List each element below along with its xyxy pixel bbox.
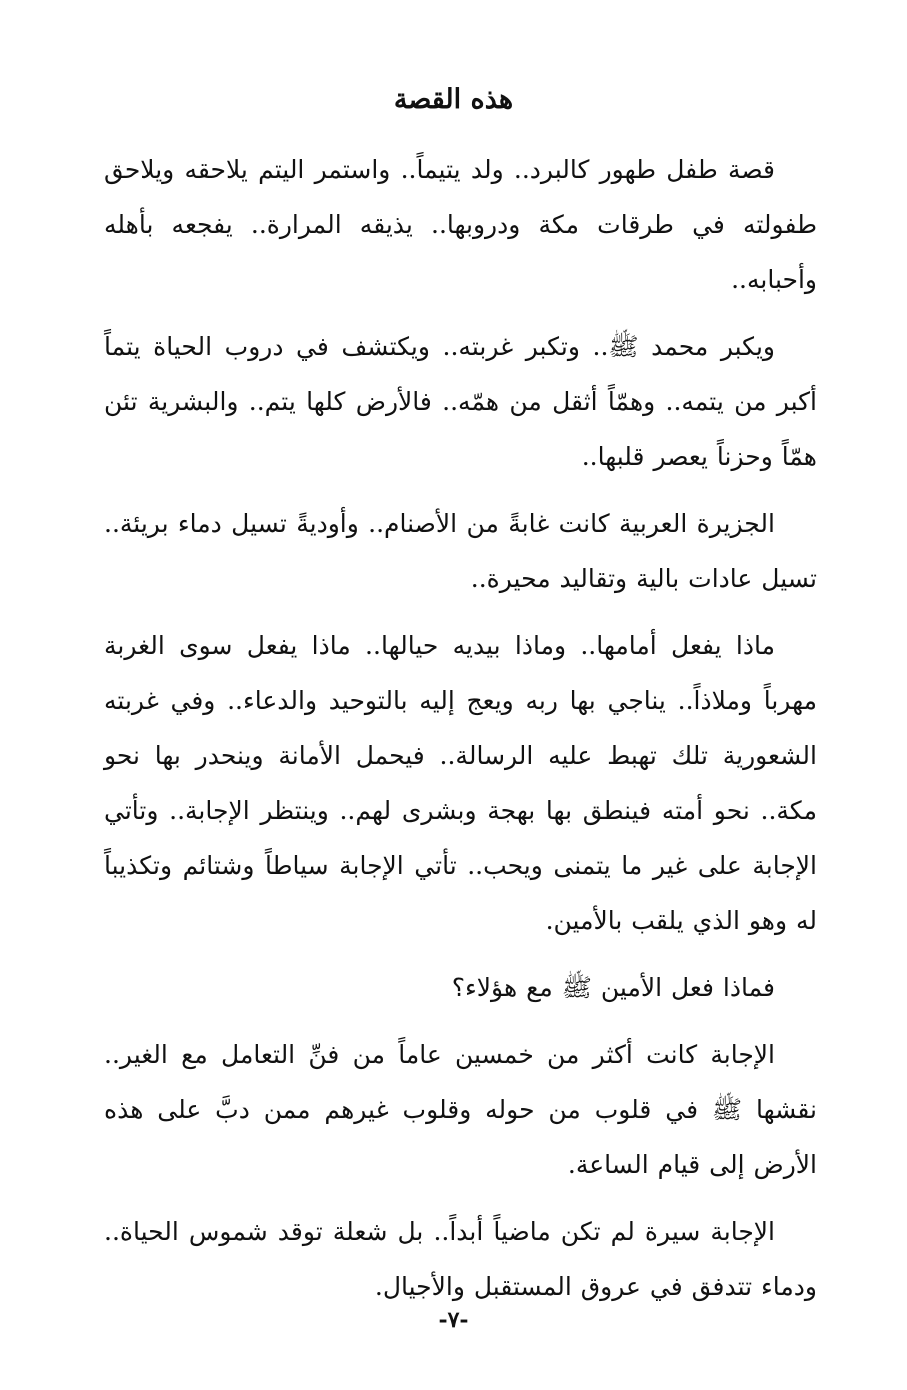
page-title: هذه القصة: [393, 84, 514, 115]
paragraph-7: الإجابة سيرة لم تكن ماضياً أبداً.. بل شعلة توقد شموس الحياة.. ودماء تتدفق في عروق المستقبل والأجيال.: [104, 1217, 817, 1301]
paragraph-2: ويكبر محمد ﷺ.. وتكبر غربته.. ويكتشف في دروب الحياة يتماً أكبر من يتمه.. وهمّاً أثقل من همّه.. فالأرض كلها يتم.. والبشرية تئن همّاً وحزناً يعصر قلبها..: [104, 332, 817, 471]
paragraph-1: قصة طفل طهور كالبرد.. ولد يتيماً.. واستمر اليتم يلاحقه ويلاحق طفولته في طرقات مكة ودروبها.. يذيقه المرارة.. يفجعه بأهله وأحبابه..: [104, 155, 817, 294]
paragraph-4: ماذا يفعل أمامها.. وماذا بيديه حيالها.. ماذا يفعل سوى الغربة مهرباً وملاذاً.. يناجي بها ربه ويعج إليه بالتوحيد والدعاء.. وفي غربته الشعورية تلك تهبط عليه الرسالة.. فيحمل الأمانة وينحدر بها نحو مكة.. نحو أمته فينطق بها بهجة وبشرى لهم.. وينتظر الإجابة.. وتأتي الإجابة على غير ما يتمنى ويحب.. تأتي الإجابة سياطاً وشتائم وتكذيباً له وهو الذي يلقب بالأمين.: [104, 631, 817, 935]
paragraph-6: الإجابة كانت أكثر من خمسين عاماً من فنِّ التعامل مع الغير.. نقشها ﷺ في قلوب من حوله وقلوب غيرهم ممن دبَّ على هذه الأرض إلى قيام الساعة.: [104, 1040, 817, 1179]
page-body: [104, 142, 817, 1326]
paragraph-5: فماذا فعل الأمين ﷺ مع هؤلاء؟: [451, 973, 775, 1002]
paragraph-3: الجزيرة العربية كانت غابةً من الأصنام.. وأوديةً تسيل دماء بريئة.. تسيل عادات بالية وتقاليد محيرة..: [104, 509, 817, 593]
page-number: -٧-: [438, 1307, 469, 1333]
